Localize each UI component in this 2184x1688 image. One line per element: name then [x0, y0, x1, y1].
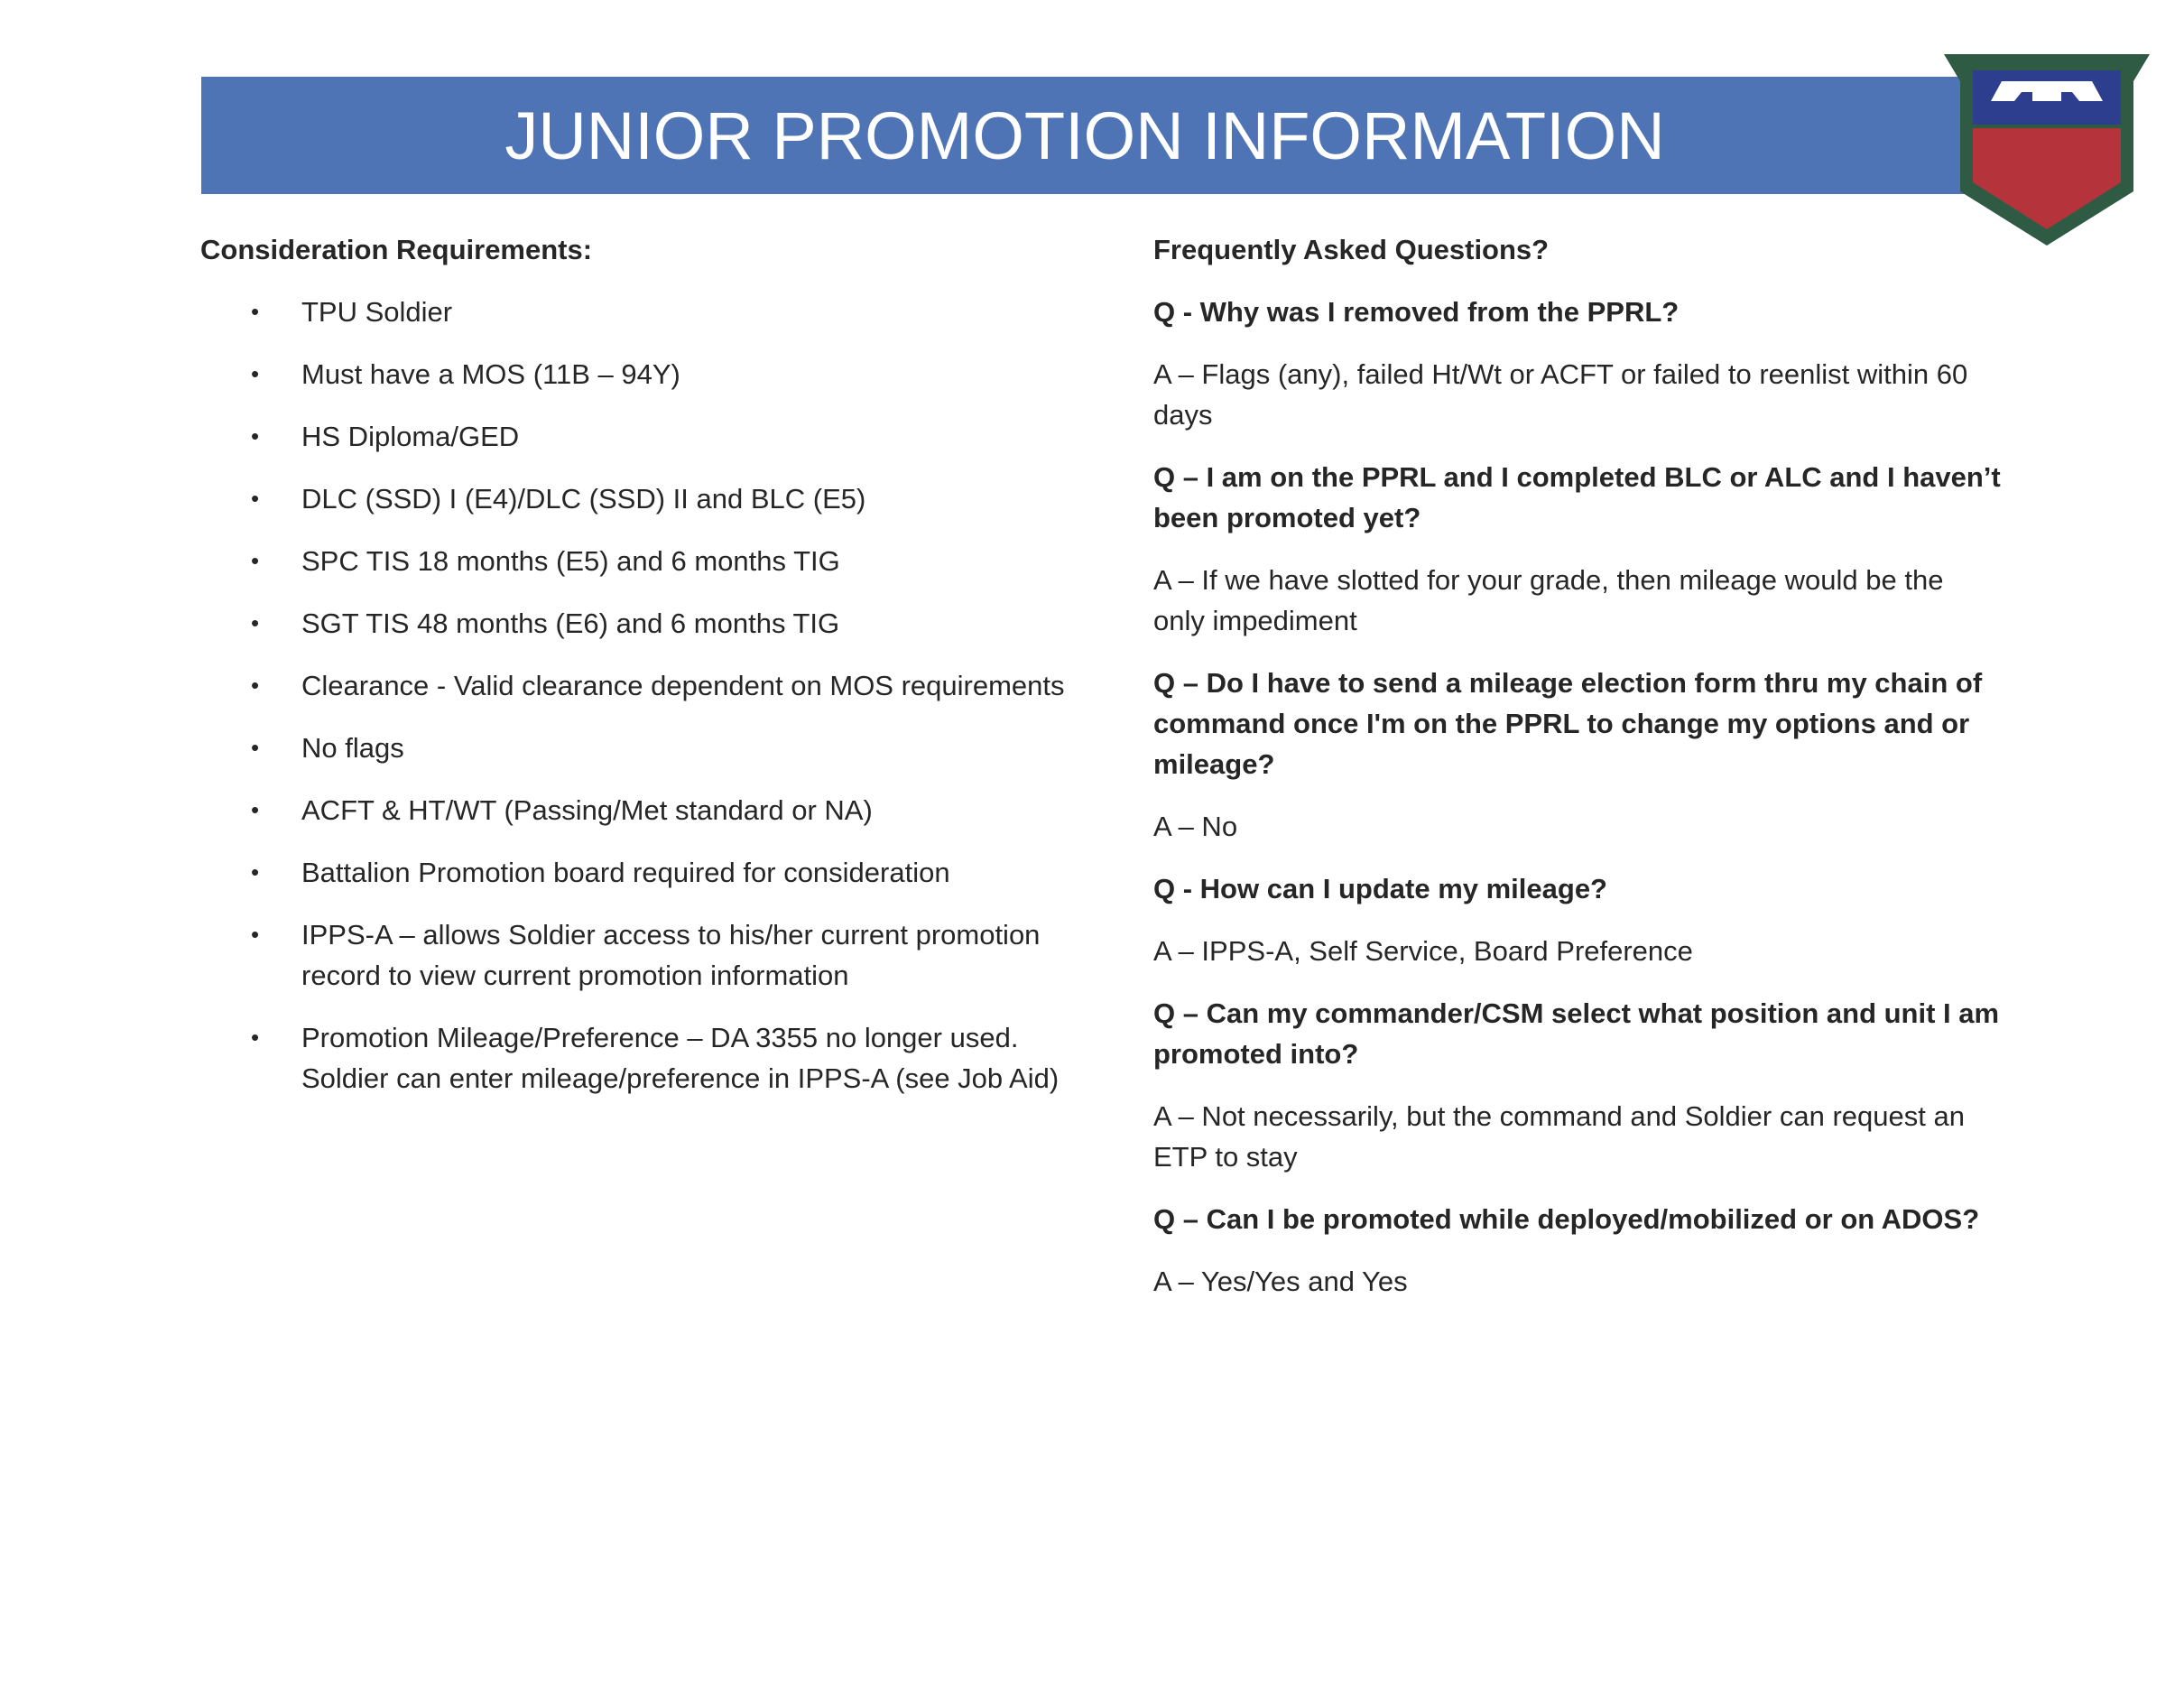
- faq-question: Q - Why was I removed from the PPRL?: [1153, 296, 1680, 328]
- list-item: [200, 603, 1085, 644]
- faq-section: [1153, 229, 2002, 1323]
- list-item-text: ACFT & HT/WT (Passing/Met standard or NA): [301, 794, 873, 826]
- list-item: [200, 416, 1085, 457]
- faq-item: [1153, 993, 2002, 1177]
- faq-question: Q – Do I have to send a mileage election form thru my chain of command once I'm on the PPRL to change my options and or mileage?: [1153, 667, 1983, 780]
- page-title: JUNIOR PROMOTION INFORMATION: [504, 97, 1665, 173]
- list-item-text: SGT TIS 48 months (E6) and 6 months TIG: [301, 607, 840, 639]
- list-item: [200, 292, 1085, 332]
- bullet-icon: •: [251, 360, 260, 387]
- bullet-icon: •: [251, 422, 260, 450]
- list-item-text: TPU Soldier: [301, 296, 453, 328]
- list-item: [200, 1017, 1085, 1099]
- list-item: [200, 541, 1085, 581]
- bullet-icon: •: [251, 1024, 260, 1051]
- faq-item: [1153, 457, 2002, 641]
- faq-item: [1153, 663, 2002, 847]
- list-item: [200, 354, 1085, 394]
- list-item-text: Battalion Promotion board required for consideration: [301, 857, 950, 888]
- bullet-icon: •: [251, 485, 260, 512]
- consideration-requirements-section: [200, 229, 1085, 1120]
- list-item: [200, 914, 1085, 996]
- bullet-icon: •: [251, 609, 260, 636]
- list-item: [200, 790, 1085, 830]
- faq-item: [1153, 1199, 2002, 1302]
- list-item-text: IPPS-A – allows Soldier access to his/her current promotion record to view current promotion information: [301, 919, 1041, 991]
- list-item-text: HS Diploma/GED: [301, 421, 520, 452]
- faq-heading: Frequently Asked Questions?: [1153, 234, 1550, 265]
- list-item-text: Must have a MOS (11B – 94Y): [301, 358, 680, 390]
- faq-answer: A – Not necessarily, but the command and Soldier can request an ETP to stay: [1153, 1100, 1965, 1173]
- bullet-icon: •: [251, 734, 260, 761]
- faq-item: [1153, 292, 2002, 435]
- shield-insignia-icon: [1939, 45, 2155, 253]
- list-item: [200, 665, 1085, 706]
- bullet-icon: •: [251, 298, 260, 325]
- faq-question: Q – Can my commander/CSM select what position and unit I am promoted into?: [1153, 997, 2000, 1070]
- list-item: [200, 728, 1085, 768]
- faq-question: Q – I am on the PPRL and I completed BLC or ALC and I haven’t been promoted yet?: [1153, 461, 2001, 533]
- bullet-icon: •: [251, 547, 260, 574]
- list-item-text: Promotion Mileage/Preference – DA 3355 no longer used. Soldier can enter mileage/preference in IPPS-A (see Job Aid): [301, 1022, 1060, 1094]
- faq-question: Q – Can I be promoted while deployed/mobilized or on ADOS?: [1153, 1203, 1980, 1235]
- faq-answer: A – IPPS-A, Self Service, Board Preference: [1153, 935, 1693, 967]
- list-item-text: DLC (SSD) I (E4)/DLC (SSD) II and BLC (E5): [301, 483, 866, 515]
- list-item-text: No flags: [301, 732, 404, 764]
- requirements-list: [200, 292, 1085, 1099]
- faq-question: Q - How can I update my mileage?: [1153, 873, 1607, 904]
- bullet-icon: •: [251, 672, 260, 699]
- faq-item: [1153, 868, 2002, 971]
- list-item: [200, 852, 1085, 893]
- title-banner: [201, 77, 1968, 194]
- faq-answer: A – Flags (any), failed Ht/Wt or ACFT or failed to reenlist within 60 days: [1153, 358, 1968, 431]
- bullet-icon: •: [251, 858, 260, 886]
- list-item-text: Clearance - Valid clearance dependent on MOS requirements: [301, 670, 1065, 701]
- faq-answer: A – Yes/Yes and Yes: [1153, 1266, 1408, 1297]
- bullet-icon: •: [251, 921, 260, 948]
- bullet-icon: •: [251, 796, 260, 823]
- faq-answer: A – No: [1153, 811, 1238, 842]
- list-item-text: SPC TIS 18 months (E5) and 6 months TIG: [301, 545, 840, 577]
- faq-answer: A – If we have slotted for your grade, then mileage would be the only impediment: [1153, 564, 1944, 636]
- list-item: [200, 478, 1085, 519]
- consideration-heading: Consideration Requirements:: [200, 234, 593, 265]
